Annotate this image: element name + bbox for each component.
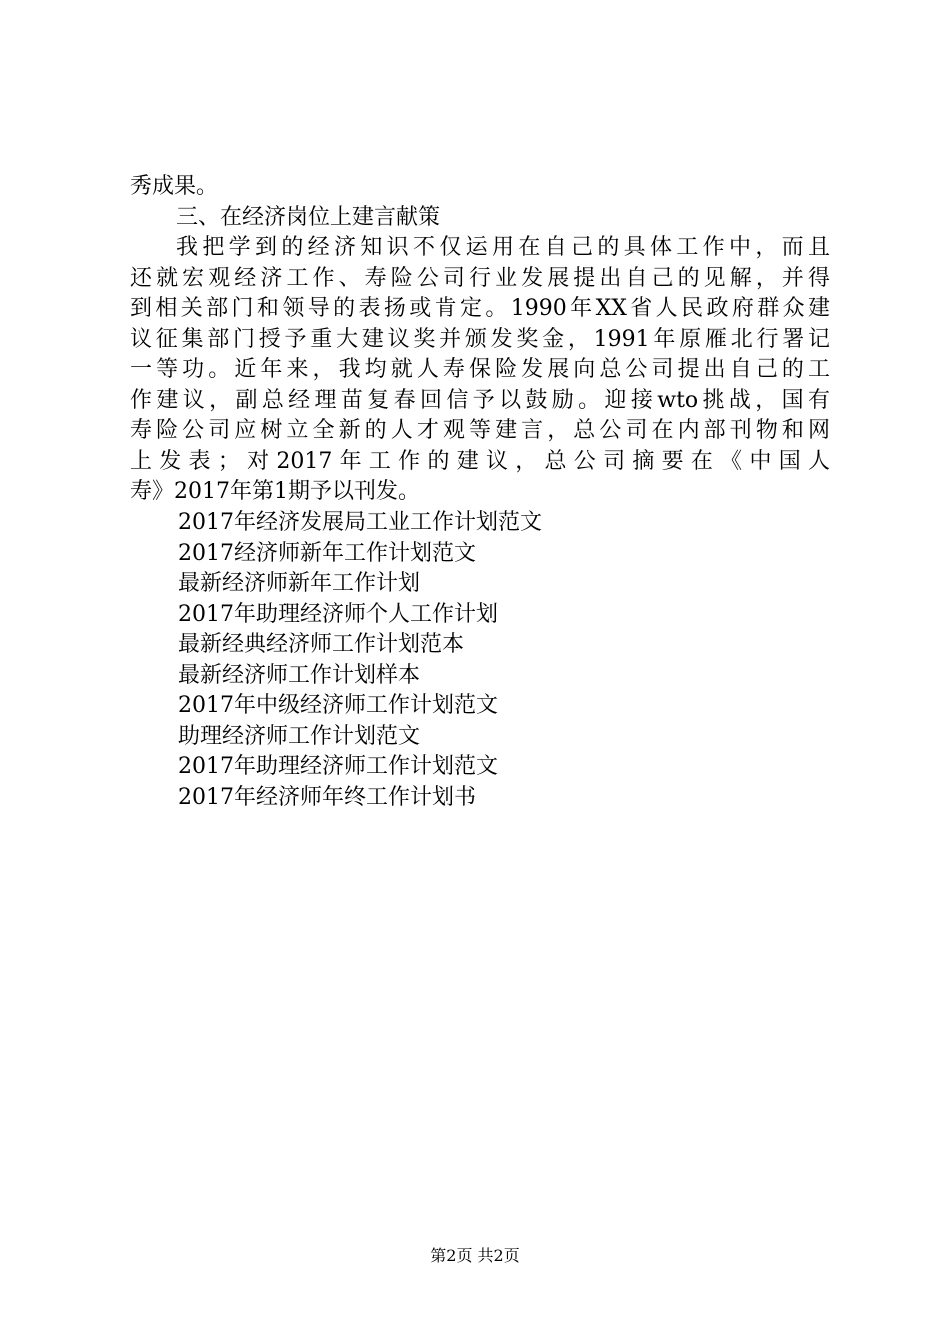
- paragraph-line-5: 一等功。近年来，我均就人寿保险发展向总公司提出自己的工: [130, 357, 830, 382]
- paragraph-line-4: 议征集部门授予重大建议奖并颁发奖金，1991年原雁北行署记: [130, 326, 830, 352]
- list-item: 最新经济师工作计划样本: [178, 662, 421, 688]
- page-footer: 第2页 共2页: [430, 1246, 520, 1265]
- related-articles-list: [178, 508, 542, 813]
- paragraph-line-3: 到相关部门和领导的表扬或肯定。1990年XX省人民政府群众建: [130, 296, 830, 321]
- list-item: 2017年助理经济师个人工作计划: [178, 601, 498, 627]
- document-body: [130, 172, 830, 508]
- paragraph-line-8: 上发表；对2017年工作的建议，总公司摘要在《中国人: [130, 448, 830, 474]
- list-item: 2017年经济师年终工作计划书: [178, 784, 476, 810]
- paragraph-line-2: 还就宏观经济工作、寿险公司行业发展提出自己的见解，并得: [130, 265, 830, 291]
- paragraph-line-1: 我把学到的经济知识不仅运用在自己的具体工作中，而且: [176, 235, 830, 260]
- list-item: 2017年经济发展局工业工作计划范文: [178, 510, 542, 535]
- paragraph-line-9: 寿》2017年第1期予以刊发。: [130, 479, 420, 504]
- list-item: 最新经典经济师工作计划范本: [178, 632, 465, 657]
- list-item: 助理经济师工作计划范文: [178, 723, 421, 749]
- list-item: 最新经济师新年工作计划: [178, 571, 421, 596]
- list-item: 2017经济师新年工作计划范文: [178, 540, 476, 566]
- paragraph-line-7: 寿险公司应树立全新的人才观等建言，总公司在内部刊物和网: [130, 418, 830, 443]
- list-item: 2017年中级经济师工作计划范文: [178, 693, 498, 718]
- list-item: 2017年助理经济师工作计划范文: [178, 754, 498, 779]
- section-heading: 三、在经济岗位上建言献策: [176, 204, 441, 230]
- paragraph-continuation: 秀成果。: [130, 174, 219, 199]
- paragraph-line-6: 作建议，副总经理苗复春回信予以鼓励。迎接wto挑战，国有: [130, 387, 830, 413]
